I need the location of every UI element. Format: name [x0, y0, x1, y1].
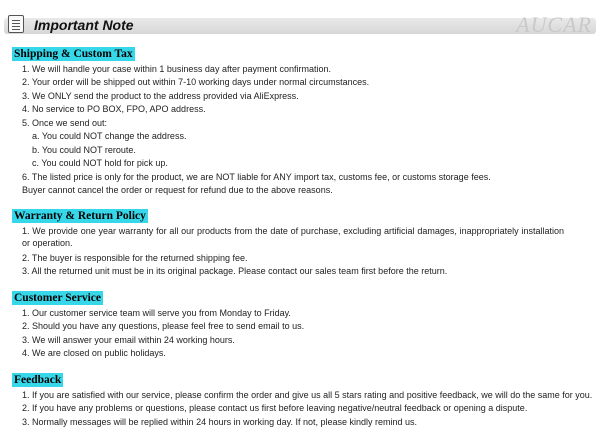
shipping-note: Buyer cannot cancel the order or request for refund due to the above reasons. [22, 185, 333, 195]
section-title-shipping: Shipping & Custom Tax [14, 48, 133, 60]
section-title-warranty: Warranty & Return Policy [14, 210, 146, 222]
shipping-item: 2. Your order will be shipped out within 7-10 working days under normal circumstances. [22, 77, 370, 87]
page-header [0, 8, 600, 40]
note-icon [8, 15, 24, 33]
shipping-item: 1. We will handle your case within 1 business day after payment confirmation. [22, 64, 331, 74]
service-item: 4. We are closed on public holidays. [22, 348, 166, 358]
service-item: 3. We will answer your email within 24 working hours. [22, 335, 235, 345]
shipping-item: 3. We ONLY send the product to the address provided via AliExpress. [22, 91, 299, 101]
warranty-item: 3. All the returned unit must be in its original package. Please contact our sales team first before the return. [22, 266, 448, 276]
shipping-subitem: c. You could NOT hold for pick up. [32, 158, 168, 168]
feedback-item: 1. If you are satisfied with our service, please confirm the order and give us all 5 stars rating and positive feedback, we will do the same for you. [22, 390, 593, 400]
service-item: 2. Should you have any questions, please feel free to send email to us. [22, 321, 305, 331]
shipping-subitem: a. You could NOT change the address. [32, 131, 187, 141]
section-title-feedback: Feedback [14, 374, 62, 386]
service-item: 1. Our customer service team will serve you from Monday to Friday. [22, 308, 291, 318]
feedback-item: 3. Normally messages will be replied within 24 hours in working day. If not, please kindly remind us. [22, 417, 418, 427]
shipping-item: 6. The listed price is only for the product, we are NOT liable for ANY import tax, customs fee, or customs storage fees. [22, 172, 491, 182]
feedback-item: 2. If you have any problems or questions, please contact us first before leaving negative/neutral feedback or opening a dispute. [22, 403, 528, 413]
page-title: Important Note [34, 17, 134, 33]
shipping-item: 5. Once we send out: [22, 118, 108, 128]
shipping-subitem: b. You could NOT reroute. [32, 145, 136, 155]
brand-logo: AUCAR [516, 12, 592, 37]
warranty-item: 1. We provide one year warranty for all our products from the date of purchase, excluding artificial damages, inappropriately installation or operation. [22, 226, 564, 248]
shipping-item: 4. No service to PO BOX, FPO, APO address. [22, 104, 206, 114]
section-title-customer-service: Customer Service [14, 292, 101, 304]
warranty-item: 2. The buyer is responsible for the returned shipping fee. [22, 253, 248, 263]
